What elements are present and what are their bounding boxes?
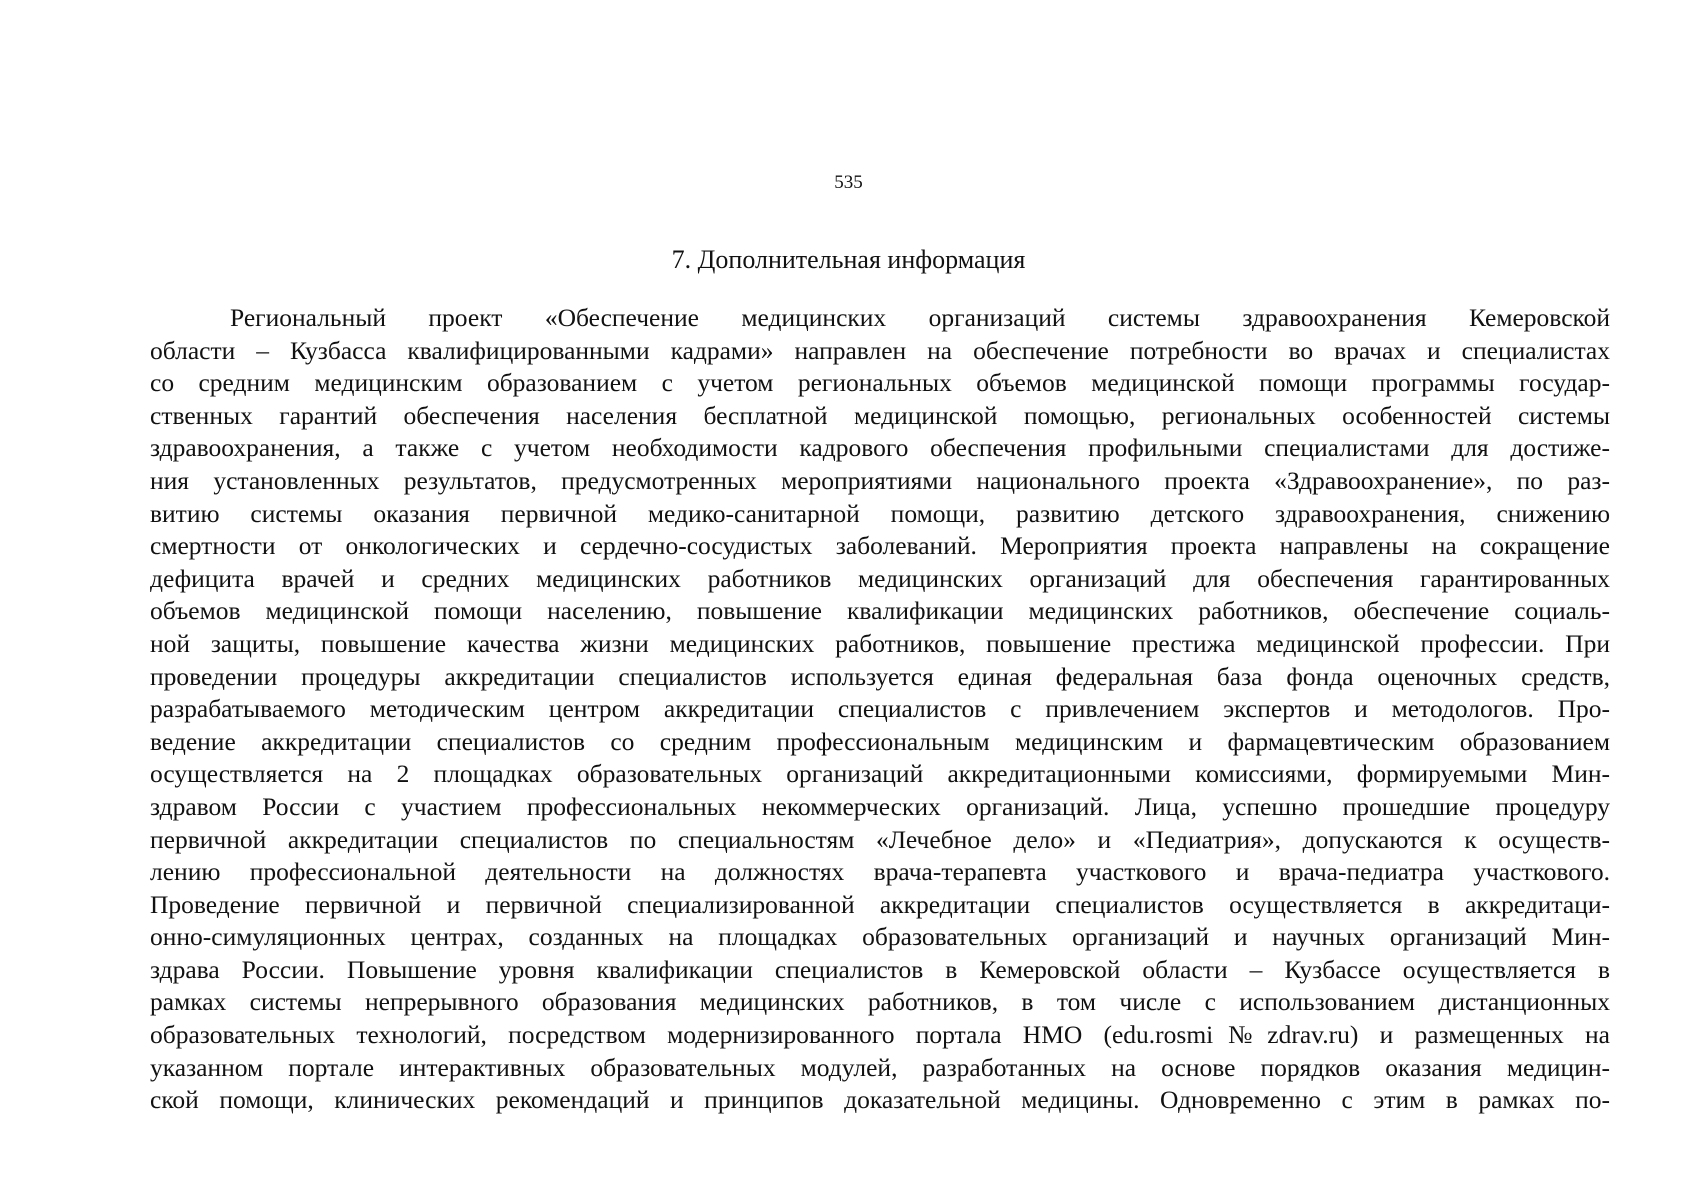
paragraph-line: образовательных технологий, посредством модернизированного портала НМО (edu.rosmi№zdrav.ru) и размещенных на: [150, 1020, 1610, 1050]
paragraph-line: со средним медицинским образованием с учетом региональных объемов медицинской помощи программы государ-: [150, 368, 1610, 398]
paragraph-line: лению профессиональной деятельности на должностях врача-терапевта участкового и врача-педиатра участкового.: [150, 857, 1610, 887]
paragraph-line: разрабатываемого методическим центром аккредитации специалистов с привлечением экспертов и методологов. Про-: [150, 694, 1610, 724]
paragraph-line: онно-симуляционных центрах, созданных на площадках образовательных организаций и научных организаций Мин-: [150, 922, 1610, 952]
paragraph-line: здравом России с участием профессиональных некоммерческих организаций. Лица, успешно прошедшие процедуру: [150, 791, 1610, 821]
paragraph-line: указанном портале интерактивных образовательных модулей, разработанных на основе порядков оказания медицин-: [150, 1052, 1610, 1082]
section-title: 7. Дополнительная информация: [671, 245, 1026, 274]
paragraph-line: Проведение первичной и первичной специализированной аккредитации специалистов осуществляется в аккредитаци-: [150, 889, 1610, 919]
body-paragraph: [150, 302, 1610, 1117]
paragraph-line: проведении процедуры аккредитации специалистов используется единая федеральная база фонда оценочных средств,: [150, 661, 1610, 691]
paragraph-line: здравоохранения, а также с учетом необходимости кадрового обеспечения профильными специалистами для достиже-: [150, 433, 1610, 463]
paragraph-line: ния установленных результатов, предусмотренных мероприятиями национального проекта «Здравоохранение», по раз-: [150, 465, 1610, 495]
paragraph-line: Региональный проект «Обеспечение медицинских организаций системы здравоохранения Кемеровской: [230, 303, 1610, 332]
paragraph-line: первичной аккредитации специалистов по специальностям «Лечебное дело» и «Педиатрия», допускаются к осуществ-: [150, 824, 1610, 854]
paragraph-line: смертности от онкологических и сердечно-сосудистых заболеваний. Мероприятия проекта направлены на сокращение: [150, 531, 1610, 561]
paragraph-line: ведение аккредитации специалистов со средним профессиональным медицинским и фармацевтическим образованием: [150, 726, 1610, 756]
paragraph-line: ственных гарантий обеспечения населения бесплатной медицинской помощью, региональных особенностей системы: [150, 400, 1610, 430]
paragraph-line: области – Кузбасса квалифицированными кадрами» направлен на обеспечение потребности во врачах и специалистах: [150, 335, 1610, 365]
paragraph-line: здрава России. Повышение уровня квалификации специалистов в Кемеровской области – Кузбассе осуществляется в: [150, 954, 1610, 984]
paragraph-line: рамках системы непрерывного образования медицинских работников, в том числе с использованием дистанционных: [150, 987, 1610, 1017]
paragraph-line: витию системы оказания первичной медико-санитарной помощи, развитию детского здравоохранения, снижению: [150, 498, 1610, 528]
paragraph-line: осуществляется на 2 площадках образовательных организаций аккредитационными комиссиями, формируемыми Мин-: [150, 759, 1610, 789]
page-number: 535: [834, 172, 863, 193]
paragraph-line: объемов медицинской помощи населению, повышение квалификации медицинских работников, обеспечение социаль-: [150, 596, 1610, 626]
paragraph-line: ской помощи, клинических рекомендаций и принципов доказательной медицины. Одновременно с этим в рамках по-: [150, 1085, 1610, 1115]
paragraph-line: дефицита врачей и средних медицинских работников медицинских организаций для обеспечения гарантированных: [150, 563, 1610, 593]
paragraph-line: ной защиты, повышение качества жизни медицинских работников, повышение престижа медицинской профессии. При: [150, 628, 1610, 658]
